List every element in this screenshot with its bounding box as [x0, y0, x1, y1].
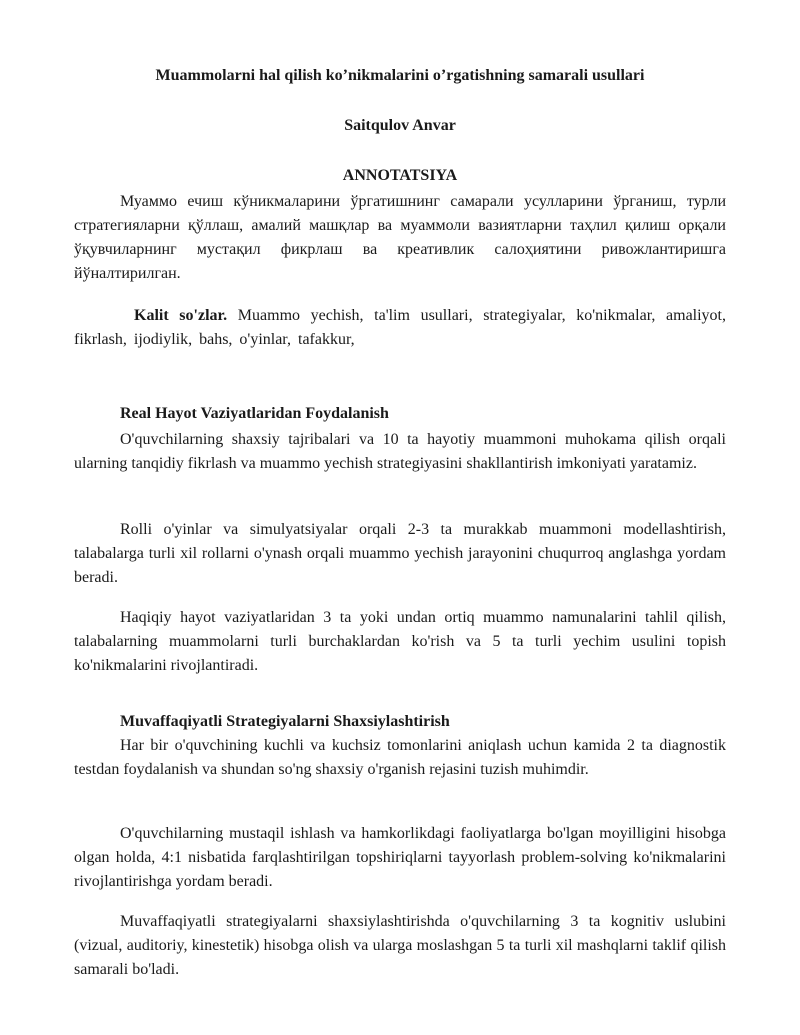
- keywords-paragraph: [74, 304, 726, 352]
- section-1-paragraph-3: Haqiqiy hayot vaziyatlaridan 3 ta yoki undan ortiq muammo namunalarini tahlil qilish, talabalarning muammolarni turli burchaklardan ko'rish va 5 ta turli yechim usulini topish ko'nikmalarini rivojlantiradi.: [74, 609, 726, 674]
- keywords-text: Muammo yechish, ta'lim usullari, strategiyalar, ko'nikmalar, amaliyot, fikrlash, ijodiylik, bahs, o'yinlar, tafakkur,: [74, 307, 727, 348]
- annotation-text: Муаммо ечиш кўникмаларини ўргатишнинг самарали усулларини ўрганиш, турли стратегияларни қўллаш, амалий машқлар ва муаммоли вазиятларни таҳлил қилиш орқали ўқувчиларнинг мустақил фикрлаш ва креативлик салоҳиятини ривожлантиришга йўналтирилган.: [74, 193, 726, 282]
- section-1-paragraph-2: Rolli o'yinlar va simulyatsiyalar orqali 2-3 ta murakkab muammoni modellashtirish, talabalarga turli xil rollarni o'ynash orqali muammo yechish jarayonini chuqurroq anglashga yordam beradi.: [74, 521, 726, 586]
- section-2-paragraph-2: O'quvchilarning mustaqil ishlash va hamkorlikdagi faoliyatlarga bo'lgan moyilligini hisobga olgan holda, 4:1 nisbatida farqlashtirilgan topshiriqlarni tayyorlash problem-solving ko'nikmalarini rivojlantirishga yordam beradi.: [74, 825, 726, 890]
- section-1-paragraph-1: O'quvchilarning shaxsiy tajribalari va 10 ta hayotiy muammoni muhokama qilish orqali ularning tanqidiy fikrlash va muammo yechish strategiyasini shakllantirish imkoniyati yaratamiz.: [74, 431, 726, 472]
- section-heading-personalization: Muvaffaqiyatli Strategiyalarni Shaxsiylashtirish: [120, 713, 450, 730]
- section-2-paragraph-3: Muvaffaqiyatli strategiyalarni shaxsiylashtirishda o'quvchilarning 3 ta kognitiv uslubini (vizual, auditoriy, kinestetik) hisobga olish va ularga moslashgan 5 ta turli xil mashqlarni taklif qilish samarali bo'ladi.: [74, 913, 726, 978]
- paper-title: Muammolarni hal qilish ko’nikmalarini o’rgatishning samarali usullari: [155, 67, 645, 84]
- annotation-heading: ANNOTATSIYA: [342, 167, 458, 184]
- keywords-label: Kalit so'zlar.: [134, 307, 228, 324]
- author-name: Saitqulov Anvar: [344, 117, 456, 134]
- section-2-paragraph-1: Har bir o'quvchining kuchli va kuchsiz tomonlarini aniqlash uchun kamida 2 ta diagnostik testdan foydalanish va shundan so'ng shaxsiy o'rganish rejasini tuzish muhimdir.: [74, 737, 726, 778]
- section-heading-real-life: Real Hayot Vaziyatlaridan Foydalanish: [120, 405, 389, 422]
